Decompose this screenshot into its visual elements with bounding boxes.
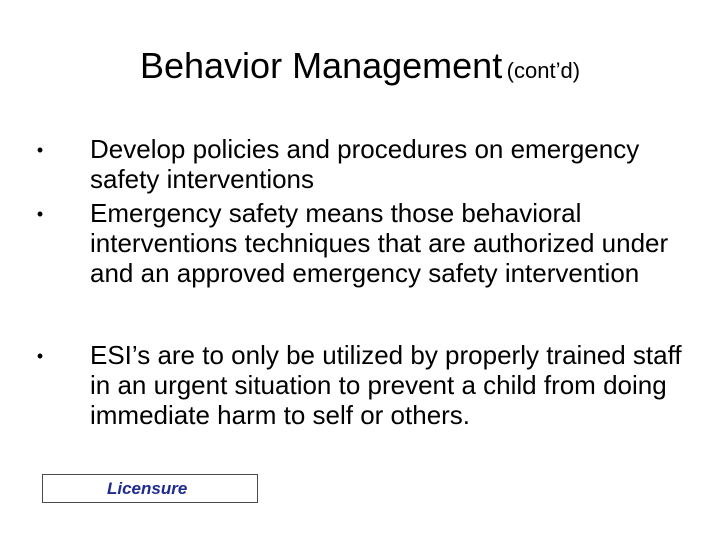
- bullet-marker: •: [36, 204, 44, 224]
- bullet-text: ESI’s are to only be utilized by properly trained staff in an urgent situation to prevent a child from doing immediate harm to self or others.: [90, 340, 682, 430]
- footer-box: [42, 474, 258, 503]
- slide-title: [0, 46, 720, 86]
- bullet-marker: •: [36, 346, 44, 366]
- bullet-marker: •: [36, 140, 44, 160]
- slide-title-sub: (cont’d): [506, 58, 581, 83]
- bullet-text: Develop policies and procedures on emergency safety interventions: [90, 134, 640, 194]
- footer-label: Licensure: [107, 479, 188, 498]
- slide-title-main: Behavior Management: [139, 45, 503, 86]
- bullet-text: Emergency safety means those behavioral interventions techniques that are authorized under and an approved emergency safety intervention: [90, 198, 669, 288]
